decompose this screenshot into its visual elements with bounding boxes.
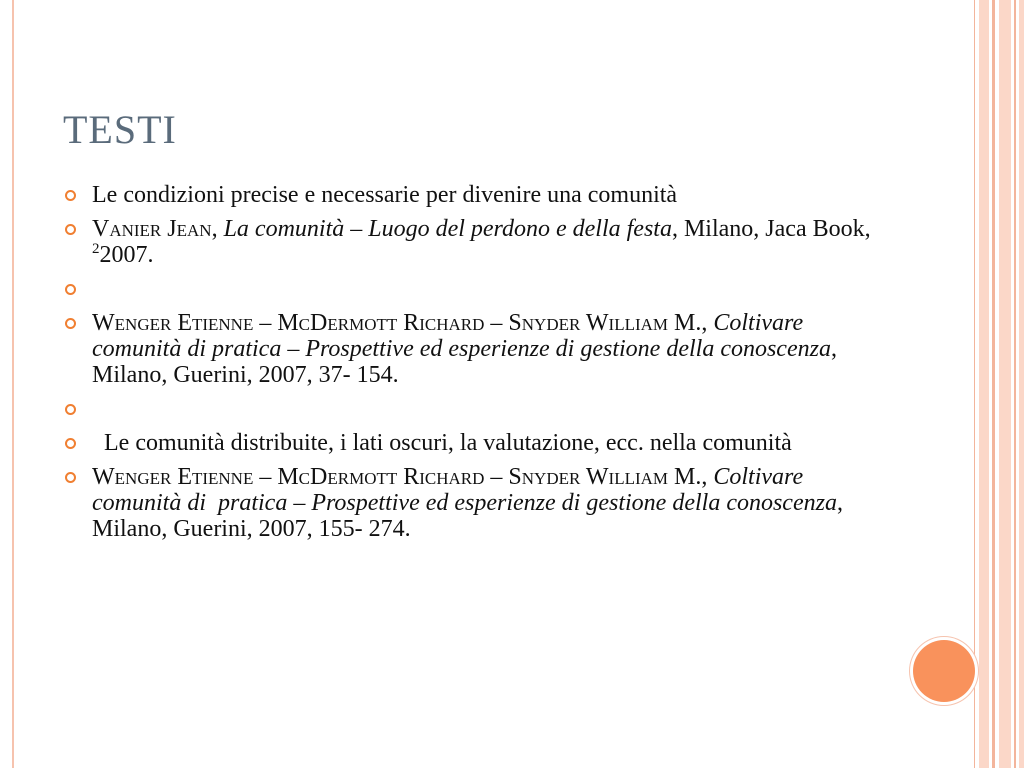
reference-title: Coltivare comunità di pratica – Prospettive ed esperienze di gestione della conoscenza bbox=[92, 310, 831, 362]
stripe bbox=[974, 0, 975, 768]
bullet-circle-icon bbox=[65, 190, 76, 201]
reference-year: 2007. bbox=[99, 242, 154, 268]
reference-separator: , bbox=[701, 464, 714, 490]
bullet-circle-icon bbox=[65, 472, 76, 483]
reference-author: Vanier Jean bbox=[92, 216, 212, 242]
reference-edition: 2 bbox=[92, 241, 100, 257]
bullet-circle-icon bbox=[65, 284, 76, 295]
list-item bbox=[62, 182, 882, 208]
bullet-circle-icon bbox=[65, 438, 76, 449]
stripe bbox=[992, 0, 995, 768]
bullet-circle-icon bbox=[65, 404, 76, 415]
list-item-empty bbox=[62, 396, 882, 422]
list-item bbox=[62, 464, 882, 542]
reference-details: , Milano, Guerini, 2007, 37- 154. bbox=[92, 336, 837, 388]
item-text: Le condizioni precise e necessarie per divenire una comunità bbox=[92, 182, 678, 208]
decorative-circle bbox=[913, 640, 975, 702]
reference-separator: , bbox=[211, 216, 224, 242]
reference-details: , Milano, Guerini, 2007, 155- 274. bbox=[92, 490, 843, 542]
left-border-line bbox=[12, 0, 14, 768]
reference-publisher: , Milano, Jaca Book, bbox=[671, 216, 871, 242]
item-text: Le comunità distribuite, i lati oscuri, la valutazione, ecc. nella comunità bbox=[92, 430, 792, 456]
reference-title: Coltivare comunità di pratica – Prospettive ed esperienze di gestione della conoscenza bbox=[92, 464, 837, 516]
reference-author: Wenger Etienne – McDermott Richard – Snyder William M. bbox=[92, 310, 702, 336]
bullet-circle-icon bbox=[65, 318, 76, 329]
right-decorative-stripes bbox=[974, 0, 1024, 768]
stripe bbox=[979, 0, 989, 768]
stripe bbox=[999, 0, 1011, 768]
slide-title: TESTI bbox=[63, 107, 177, 152]
list-item bbox=[62, 216, 882, 268]
list-item bbox=[62, 430, 882, 456]
bullet-list bbox=[62, 182, 882, 550]
list-item-empty bbox=[62, 276, 882, 302]
stripe bbox=[1019, 0, 1024, 768]
reference-author: Wenger Etienne – McDermott Richard – Snyder William M. bbox=[92, 464, 702, 490]
list-item bbox=[62, 310, 882, 388]
reference-separator: , bbox=[701, 310, 714, 336]
bullet-circle-icon bbox=[65, 224, 76, 235]
stripe bbox=[1014, 0, 1016, 768]
reference-title: La comunità – Luogo del perdono e della festa bbox=[223, 216, 672, 242]
